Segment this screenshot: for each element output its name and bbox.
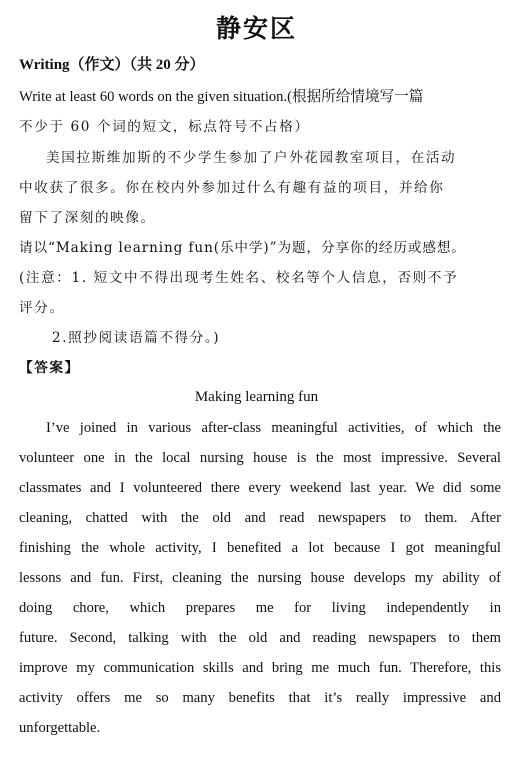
answer-label: 【答案】: [19, 360, 80, 376]
page-title: 静安区: [215, 14, 297, 43]
prompt-line-4: 中收获了很多。你在校内外参加过什么有趣有益的项目，并给你: [19, 180, 445, 196]
essay-line: cleaning, chatted with the old and read newspapers to them. After: [19, 510, 501, 526]
essay-line: finishing the whole activity, I benefited a lot because I got meaningful: [19, 540, 501, 556]
essay-line: doing chore, which prepares me for living independently in: [19, 600, 501, 616]
essay-line: volunteer one in the local nursing house is the most impressive. Several: [19, 450, 501, 466]
prompt-line-2: 不少于 60 个词的短文，标点符号不占格）: [19, 119, 310, 135]
prompt-line-9: 2.照抄阅读语篇不得分。): [52, 330, 221, 346]
essay-line: lessons and fun. First, cleaning the nursing house develops my ability of: [19, 570, 501, 586]
prompt-line-7: (注意：1. 短文中不得出现考生姓名、校名等个人信息，否则不予: [19, 270, 459, 286]
essay-line: classmates and I volunteered there every weekend last year. We did some: [19, 480, 501, 496]
essay-title: Making learning fun: [194, 389, 319, 405]
essay-line: future. Second, talking with the old and reading newspapers to them: [19, 630, 501, 646]
prompt-line-8: 评分。: [19, 300, 65, 316]
essay-line: I’ve joined in various after-class meaningful activities, of which the: [46, 420, 501, 436]
section-heading: Writing（作文）（共 20 分）: [19, 57, 205, 73]
essay-line: activity offers me so many benefits that it’s really impressive and: [19, 690, 501, 706]
prompt-line-5: 留下了深刻的映像。: [19, 210, 156, 226]
essay-line: improve my communication skills and bring me much fun. Therefore, this: [19, 660, 501, 676]
essay-line: unforgettable.: [19, 720, 101, 736]
prompt-line-6: 请以“Making learning fun(乐中学)”为题，分享你的经历或感想。: [19, 240, 466, 256]
prompt-line-3: 美国拉斯维加斯的不少学生参加了户外花园教室项目，在活动: [46, 150, 457, 166]
prompt-line-1: Write at least 60 words on the given situation.(根据所给情境写一篇: [19, 89, 424, 105]
